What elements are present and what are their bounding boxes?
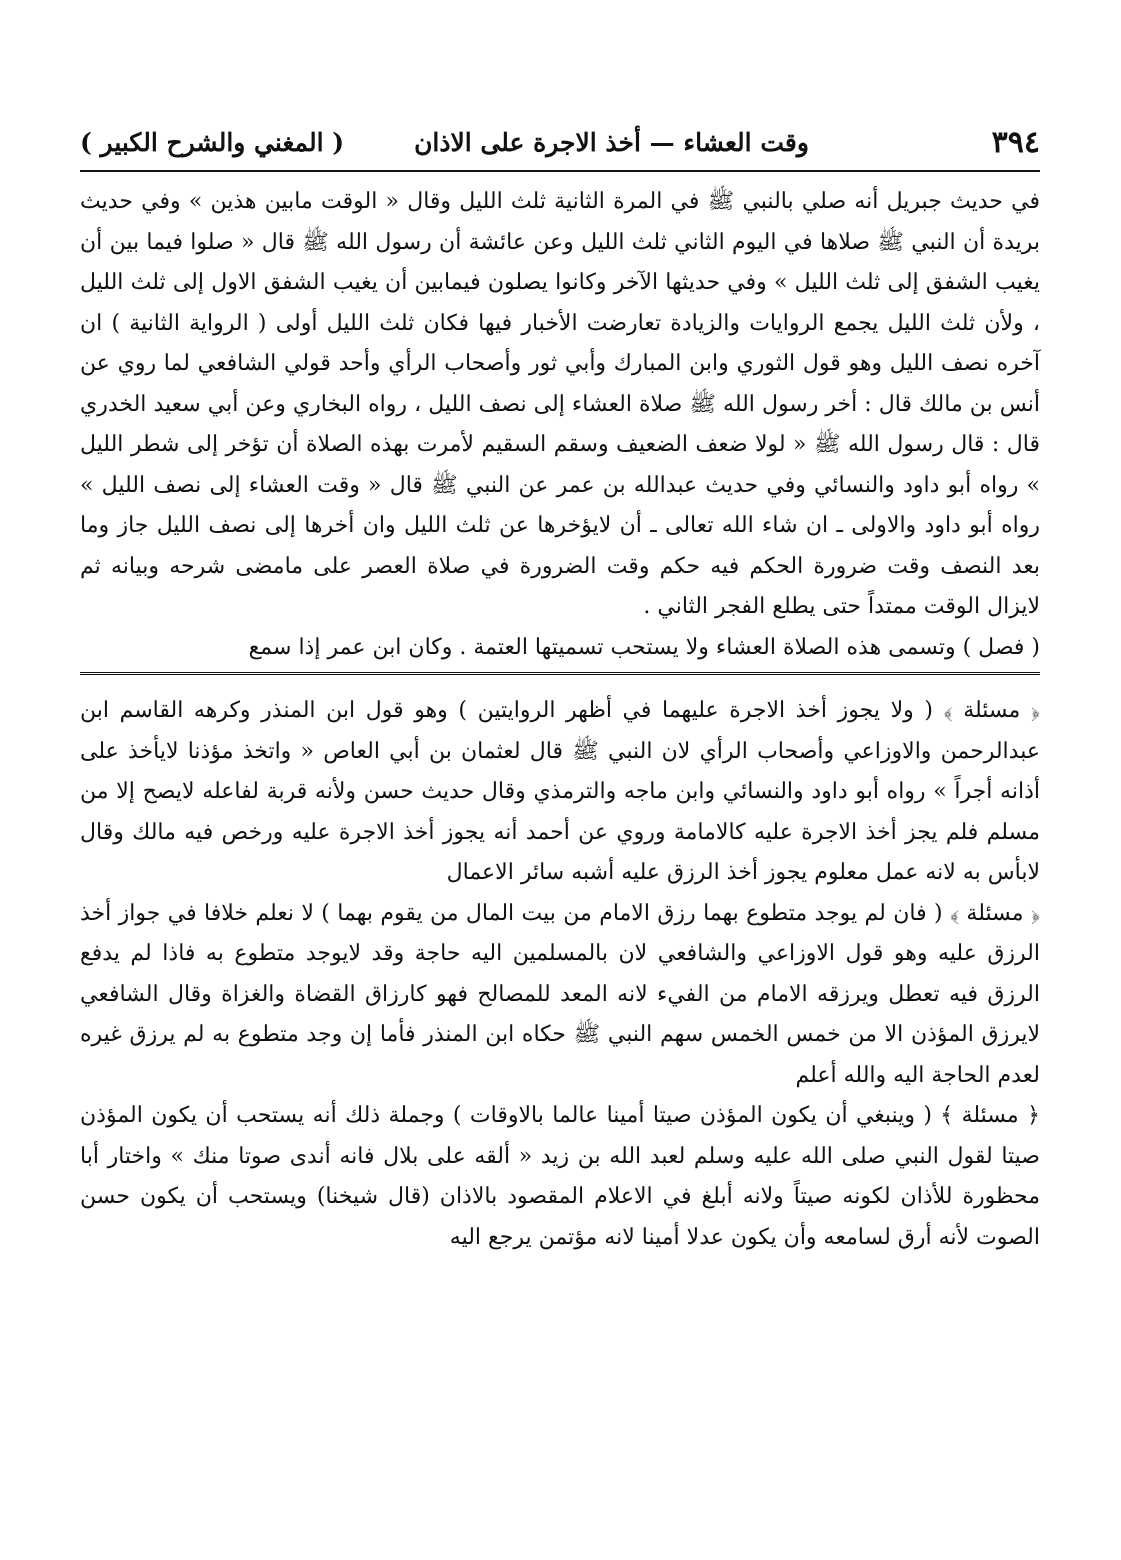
header-rule (80, 170, 1040, 172)
commentary-paragraph: في حديث جبريل أنه صلي بالنبي ﷺ في المرة الثانية ثلث الليل وقال « الوقت مابين هذين » وفي حديث بريدة أن النبي ﷺ صلاها في اليوم الثاني ثلث الليل وعن عائشة أن رسول الله ﷺ قال « صلوا فيما بين أن يغيب الشفق إلى ثلث الليل » وفي حديثها الآخر وكانوا يصلون فيمابين أن يغيب الشفق الاول إلى ثلث الليل ، ولأن ثلث الليل يجمع الروايات والزيادة تعارضت الأخبار فيها فكان ثلث الليل أولى ( الرواية الثانية ) ان آخره نصف الليل وهو قول الثوري وابن المبارك وأبي ثور وأصحاب الرأي وأحد قولي الشافعي لما روي عن أنس بن مالك قال : أخر رسول الله ﷺ صلاة العشاء إلى نصف الليل ، رواه البخاري وعن أبي سعيد الخدري قال : قال رسول الله ﷺ « لولا ضعف الضعيف وسقم السقيم لأمرت بهذه الصلاة أن تؤخر إلى شطر الليل » رواه أبو داود والنسائي وفي حديث عبدالله بن عمر عن النبي ﷺ قال « وقت العشاء إلى نصف الليل » رواه أبو داود والاولى ـ ان شاء الله تعالى ـ أن لايؤخرها عن ثلث الليل وان أخرها إلى نصف الليل جاز وما بعد النصف وقت ضرورة الحكم فيه حكم وقت الضرورة في صلاة العصر على مامضى شرحه وبيانه ثم لايزال الوقت ممتداً حتى يطلع الفجر الثاني . (80, 189, 1040, 619)
book-page (80, 120, 1040, 1258)
commentary-paragraph: ( فصل ) وتسمى هذه الصلاة العشاء ولا يستحب تسميتها العتمة . وكان ابن عمر إذا سمع (248, 634, 1040, 660)
masala-paragraph: ﴿ مسئلة ﴾ ( ولا يجوز أخذ الاجرة عليهما في أظهر الروايتين ) وهو قول ابن المنذر وكرهه القاسم ابن عبدالرحمن والاوزاعي وأصحاب الرأي لان النبي ﷺ قال لعثمان بن أبي العاص « واتخذ مؤذنا لايأخذ على أذانه أجراً » رواه أبو داود والنسائي وابن ماجه والترمذي وقال حديث حسن ولأنه قربة لفاعله لايصح إلا من مسلم فلم يجز أخذ الاجرة عليه كالامامة وروي عن أحمد أنه يجوز أخذ الاجرة عليه ورخص فيه مالك وقال لابأس به لانه عمل معلوم يجوز أخذ الرزق عليه أشبه سائر الاعمال (80, 698, 1040, 885)
masala-paragraph: ﴿ مسئلة ﴾ ( فان لم يوجد متطوع بهما رزق الامام من بيت المال من يقوم بهما ) لا نعلم خلافا في جواز أخذ الرزق عليه وهو قول الاوزاعي والشافعي لان بالمسلمين اليه حاجة وقد لايوجد متطوع به فاذا لم يدفع الرزق فيه تعطل ويرزقه الامام من الفيء لانه المعد للمصالح فهو كارزاق القضاة والغزاة وقال الشافعي لايرزق المؤذن الا من خمس الخمس سهم النبي ﷺ حكاه ابن المنذر فأما إن وجد متطوع به لم يرزق غيره لعدم الحاجة اليه والله أعلم (80, 900, 1040, 1088)
book-title: ( المغني والشرح الكبير ) (80, 127, 345, 157)
masala-paragraph: ﴿ مسئلة ﴾ ( وينبغي أن يكون المؤذن صيتا أمينا عالما بالاوقات ) وجملة ذلك أنه يستحب أن يكون المؤذن صيتا لقول النبي صلى الله عليه وسلم لعبد الله بن زيد « ألقه على بلال فانه أندى صوتا منك » واختار أبا محظورة للأذان لكونه صيتاً ولانه أبلغ في الاعلام المقصود بالاذان (قال شيخنا) ويستحب أن يكون حسن الصوت لأنه أرق لسامعه وأن يكون عدلا أمينا لانه مؤتمن يرجع اليه (80, 1103, 1041, 1250)
commentary-section (80, 182, 1040, 668)
header-right (984, 125, 1040, 160)
section-title: وقت العشاء — أخذ الاجرة على الاذان (414, 127, 809, 157)
section-divider (80, 672, 1040, 677)
page-number: ٣٩٤ (991, 124, 1040, 160)
matn-section (80, 691, 1040, 1258)
header-left (80, 128, 809, 157)
page-header (80, 120, 1040, 164)
